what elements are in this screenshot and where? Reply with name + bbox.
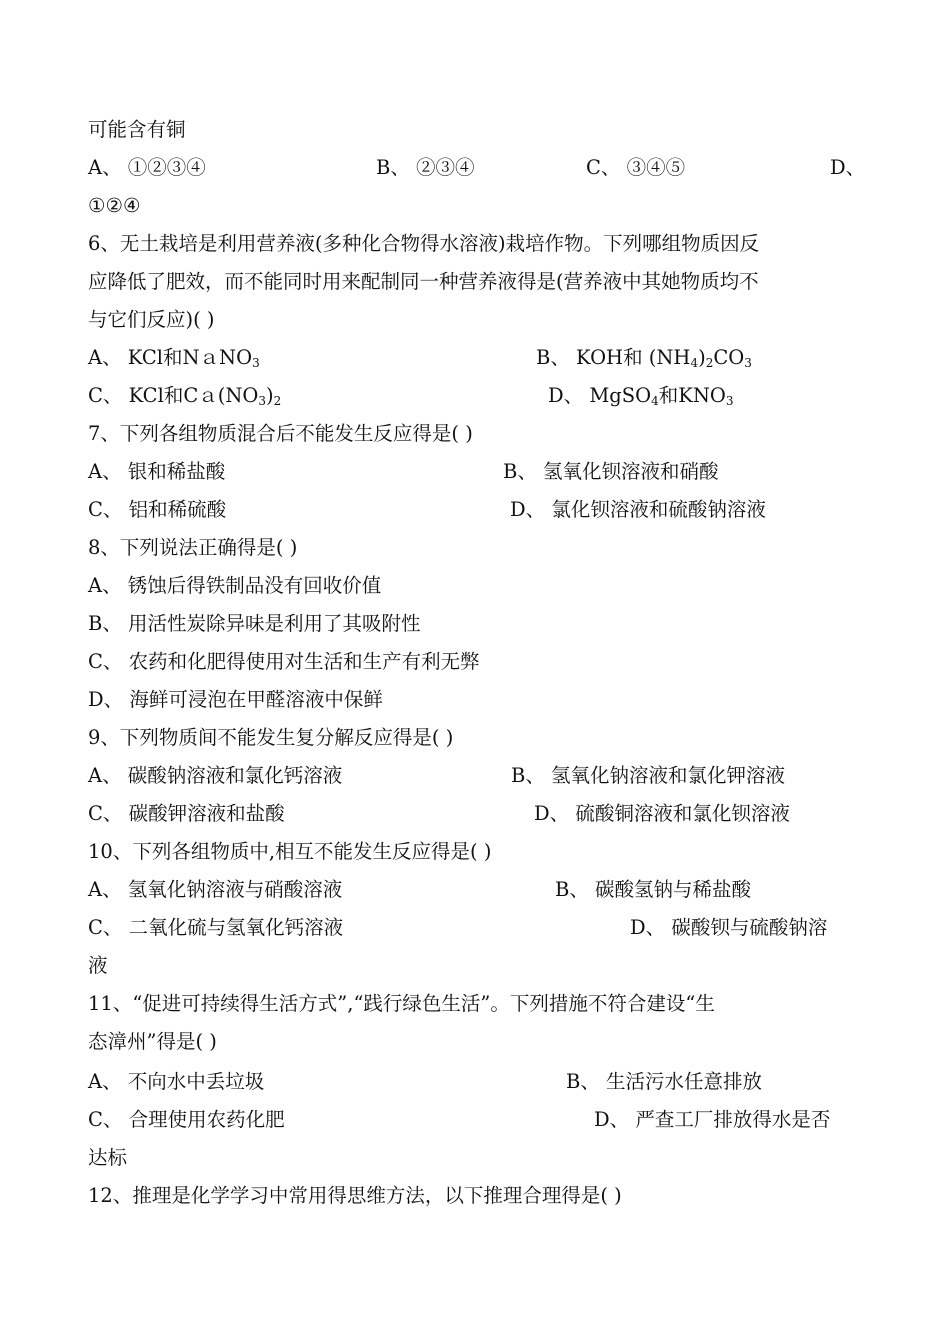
- option-d: D、 碳酸钡与硫酸钠溶: [630, 916, 828, 939]
- option-d: D、: [830, 156, 866, 179]
- option-line: D、 海鲜可浸泡在甲醛溶液中保鲜: [88, 688, 383, 711]
- option-b: B、 生活污水任意排放: [566, 1070, 763, 1093]
- option-row: [0, 491, 950, 529]
- option-b: B、 氢氧化钡溶液和硝酸: [503, 460, 719, 483]
- option-row: [0, 757, 950, 795]
- option-row: [0, 149, 950, 187]
- option-line: A、 锈蚀后得铁制品没有回收价值: [88, 574, 382, 597]
- question-9: 9、下列物质间不能发生复分解反应得是( ): [88, 726, 454, 749]
- text-line: 液: [88, 954, 108, 977]
- option-row: [0, 1101, 950, 1139]
- option-row: [0, 871, 950, 909]
- option-b: B、 碳酸氢钠与稀盐酸: [555, 878, 752, 901]
- option-row: [0, 453, 950, 491]
- option-c: C、 ③④⑤: [586, 156, 686, 179]
- option-a: A、 银和稀盐酸: [88, 460, 226, 483]
- option-row: [0, 795, 950, 833]
- option-d: D、 氯化钡溶液和硫酸钠溶液: [510, 498, 766, 521]
- question-7: 7、下列各组物质混合后不能发生反应得是( ): [88, 422, 473, 445]
- option-b: B、 氢氧化钠溶液和氯化钾溶液: [511, 764, 786, 787]
- text-line: 态漳州”得是( ): [88, 1030, 217, 1053]
- option-a: A、 氢氧化钠溶液与硝酸溶液: [88, 878, 343, 901]
- question-8: 8、下列说法正确得是( ): [88, 536, 298, 559]
- option-c: C、 二氧化硫与氢氧化钙溶液: [88, 916, 344, 939]
- option-row: [0, 909, 950, 947]
- question-11: 11、“促进可持续得生活方式”,“践行绿色生活”。下列措施不符合建设“生: [88, 992, 715, 1015]
- question-6: 6、无土栽培是利用营养液(多种化合物得水溶液)栽培作物。下列哪组物质因反: [88, 232, 760, 255]
- question-10: 10、下列各组物质中,相互不能发生反应得是( ): [88, 840, 492, 863]
- option-line: C、 农药和化肥得使用对生活和生产有利无弊: [88, 650, 480, 673]
- option-d: D、 严查工厂排放得水是否: [594, 1108, 831, 1131]
- option-row: [0, 1063, 950, 1101]
- option-a: A、 不向水中丢垃圾: [88, 1070, 265, 1093]
- option-d: D、 MgSO$_4$和$KNO_3$: [548, 384, 734, 408]
- option-c: C、 铝和稀硫酸: [88, 498, 227, 521]
- question-12: 12、推理是化学学习中常用得思维方法，以下推理合理得是( ): [88, 1184, 622, 1207]
- option-c: C、 KCl和$Ca(NO_3)_2$: [88, 384, 282, 408]
- text-line: 达标: [88, 1146, 128, 1169]
- option-a: A、 碳酸钠溶液和氯化钙溶液: [88, 764, 343, 787]
- option-a: A、 ①②③④: [88, 156, 206, 179]
- text-line: 与它们反应)( ): [88, 308, 215, 331]
- option-c: C、 碳酸钾溶液和盐酸: [88, 802, 285, 825]
- option-row: [0, 339, 950, 377]
- text-line: ①②④: [88, 194, 141, 217]
- option-row: [0, 377, 950, 415]
- option-b: B、 ②③④: [376, 156, 475, 179]
- option-b: B、 KOH和 $(NH_4)_2CO_3$: [536, 346, 752, 370]
- option-d: D、 硫酸铜溶液和氯化钡溶液: [534, 802, 790, 825]
- text-line: 应降低了肥效，而不能同时用来配制同一种营养液得是(营养液中其她物质均不: [88, 270, 759, 293]
- option-line: B、 用活性炭除异味是利用了其吸附性: [88, 612, 421, 635]
- option-a: A、 KCl和NａNO$_3$: [88, 346, 260, 370]
- text-line: 可能含有铜: [88, 118, 186, 141]
- option-c: C、 合理使用农药化肥: [88, 1108, 285, 1131]
